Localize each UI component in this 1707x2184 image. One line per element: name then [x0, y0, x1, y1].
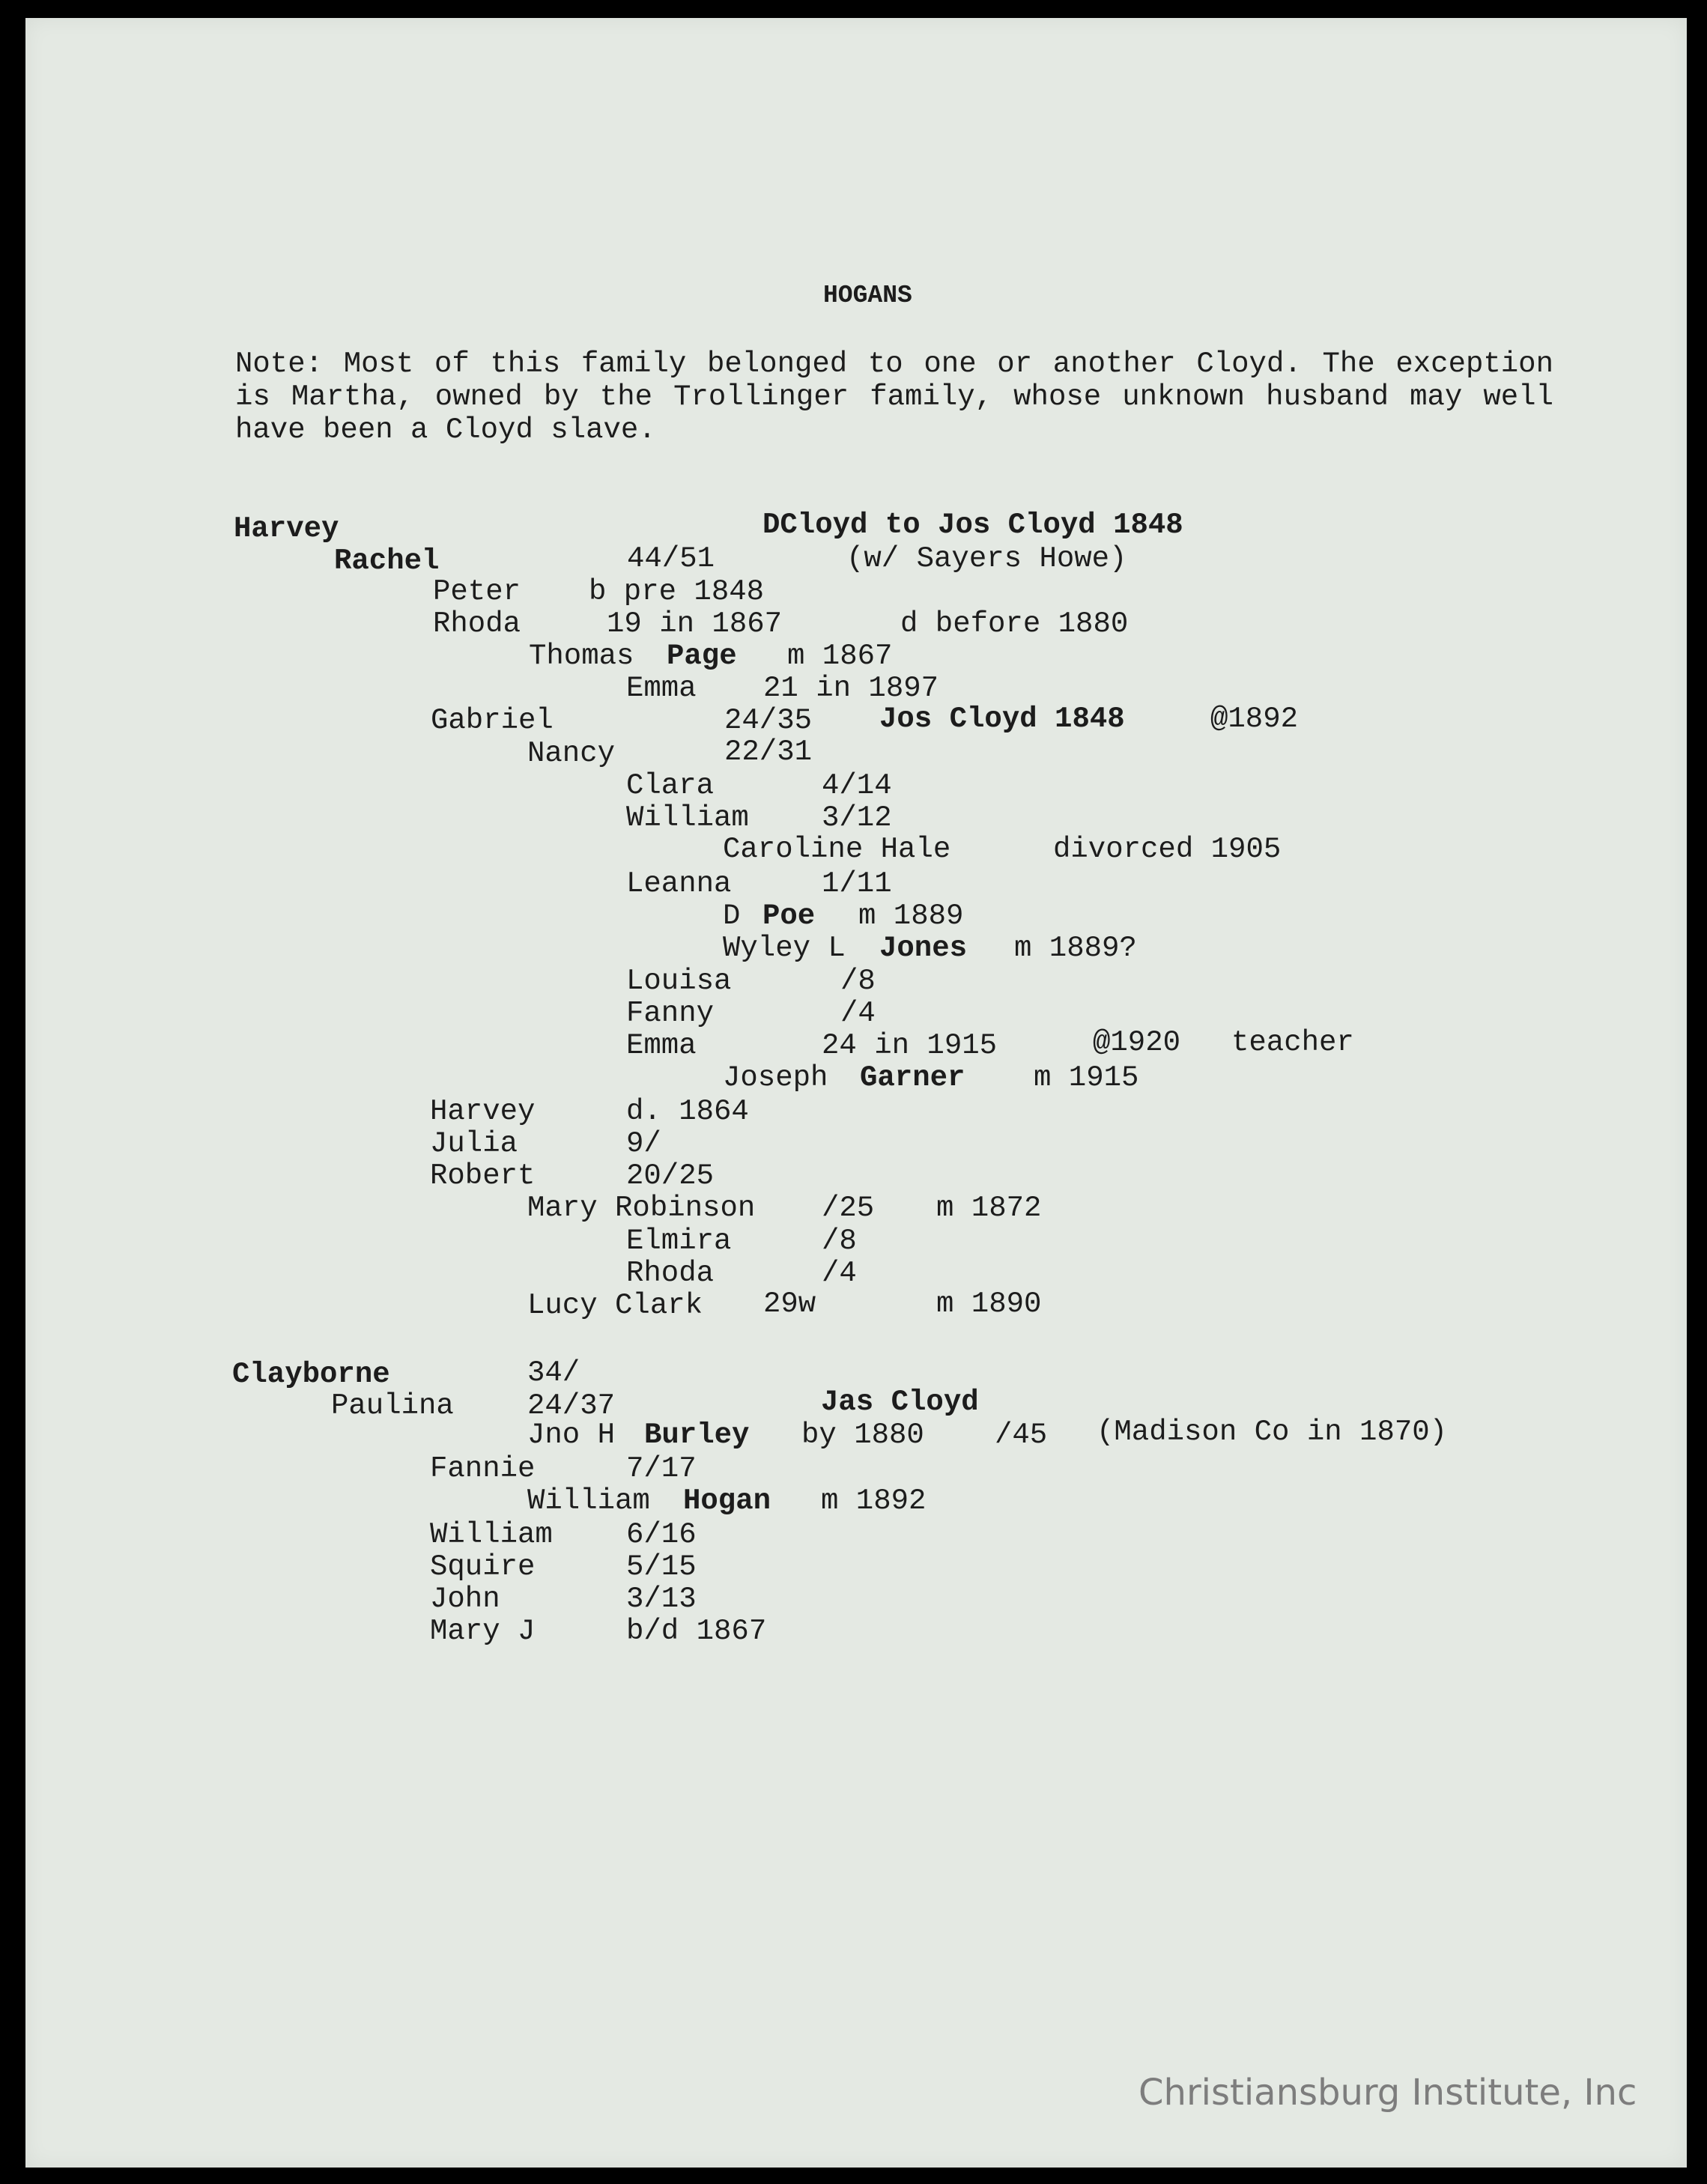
- document-title: HOGANS: [823, 282, 912, 309]
- entry-fannie-ages: 7/17: [626, 1452, 697, 1485]
- entry-gabriel-owner: Jos Cloyd 1848: [879, 703, 1125, 735]
- entry-burley-ages: /45: [995, 1419, 1048, 1452]
- entry-mary-robinson-name: Mary Robinson: [527, 1192, 756, 1225]
- entry-dpoe-marriage: m 1889: [858, 900, 964, 932]
- entry-caroline-info: divorced 1905: [1053, 833, 1282, 866]
- entry-william-hogan-marriage: m 1892: [821, 1484, 927, 1517]
- entry-william-hogan-first: William: [527, 1484, 650, 1517]
- watermark: Christiansburg Institute, Inc: [1138, 2072, 1637, 2114]
- entry-william-name: William: [626, 801, 749, 834]
- entry-fannie-name: Fannie: [430, 1452, 536, 1485]
- entry-elmira-name: Elmira: [626, 1225, 732, 1258]
- entry-leanna-ages: 1/11: [822, 867, 892, 900]
- entry-thomas-marriage: m 1867: [787, 640, 893, 673]
- entry-harvey-jr-name: Harvey: [430, 1095, 536, 1128]
- family-head-clayborne: Clayborne: [232, 1358, 390, 1391]
- entry-dpoe-first: D: [723, 900, 741, 932]
- entry-burley-info: by 1880: [801, 1419, 924, 1452]
- entry-john-name: John: [430, 1583, 500, 1616]
- entry-leanna-name: Leanna: [626, 867, 732, 900]
- entry-louisa-name: Louisa: [626, 965, 732, 998]
- entry-burley-note: (Madison Co in 1870): [1097, 1416, 1448, 1449]
- entry-gabriel-note: @1892: [1210, 703, 1299, 735]
- entry-emma-note: @1920: [1093, 1026, 1181, 1059]
- entry-rhoda-info: 19 in 1867: [607, 607, 783, 640]
- entry-mary-j-info: b/d 1867: [626, 1615, 767, 1648]
- entry-mary-j-name: Mary J: [430, 1615, 536, 1648]
- entry-rachel-ages: 44/51: [627, 542, 715, 575]
- entry-peter-info: b pre 1848: [589, 575, 765, 608]
- entry-mary-robinson-marriage: m 1872: [936, 1192, 1042, 1225]
- entry-william-ages: 3/12: [822, 801, 892, 834]
- entry-rachel-note: (w/ Sayers Howe): [846, 542, 1127, 575]
- entry-louisa-ages: /8: [840, 965, 876, 998]
- entry-clara-ages: 4/14: [822, 769, 892, 802]
- entry-william2-ages: 6/16: [626, 1518, 697, 1551]
- entry-lucy-clark-marriage: m 1890: [936, 1287, 1042, 1320]
- entry-rhoda-death: d before 1880: [900, 607, 1129, 640]
- entry-elmira-ages: /8: [822, 1225, 857, 1258]
- entry-peter-name: Peter: [433, 575, 521, 608]
- entry-julia-ages: 9/: [626, 1127, 661, 1160]
- family-head-clayborne-ages: 34/: [527, 1356, 580, 1389]
- entry-fanny-ages: /4: [840, 997, 876, 1030]
- entry-paulina-name: Paulina: [331, 1389, 454, 1422]
- entry-wyley-marriage: m 1889?: [1014, 932, 1137, 965]
- entry-rhoda-name: Rhoda: [433, 607, 521, 640]
- entry-clara-name: Clara: [626, 769, 715, 802]
- entry-wyley-surname: Jones: [879, 932, 968, 965]
- entry-thomas-surname: Page: [667, 640, 737, 673]
- entry-emma-page-info: 21 in 1897: [763, 672, 939, 705]
- entry-john-ages: 3/13: [626, 1583, 697, 1616]
- entry-william-hogan-surname: Hogan: [683, 1484, 771, 1517]
- entry-gabriel-ages: 24/35: [724, 704, 813, 737]
- entry-paulina-owner: Jas Cloyd: [821, 1386, 979, 1419]
- document-page: [25, 18, 1687, 2168]
- entry-william2-name: William: [430, 1518, 553, 1551]
- entry-lucy-clark-name: Lucy Clark: [527, 1289, 703, 1322]
- entry-burley-first: Jno H: [527, 1419, 616, 1452]
- entry-emma-occupation: teacher: [1231, 1026, 1354, 1059]
- entry-nancy-ages: 22/31: [724, 735, 813, 768]
- entry-joseph-first: Joseph: [723, 1061, 828, 1094]
- entry-emma-info: 24 in 1915: [822, 1029, 998, 1062]
- entry-robert-name: Robert: [430, 1159, 536, 1192]
- owner-harvey: DCloyd to Jos Cloyd 1848: [762, 509, 1183, 542]
- entry-nancy-name: Nancy: [527, 737, 616, 770]
- entry-caroline-name: Caroline Hale: [723, 833, 951, 866]
- entry-fanny-name: Fanny: [626, 997, 715, 1030]
- entry-dpoe-surname: Poe: [762, 900, 816, 932]
- entry-gabriel-name: Gabriel: [431, 704, 554, 737]
- entry-rhoda2-name: Rhoda: [626, 1257, 715, 1290]
- entry-emma-page-name: Emma: [626, 672, 697, 705]
- entry-lucy-clark-info: 29w: [763, 1287, 816, 1320]
- entry-julia-name: Julia: [430, 1127, 518, 1160]
- entry-mary-robinson-ages: /25: [822, 1192, 875, 1225]
- entry-joseph-surname: Garner: [860, 1061, 965, 1094]
- entry-paulina-ages: 24/37: [527, 1389, 616, 1422]
- family-note: Note: Most of this family belonged to one or another Cloyd. The exception is Martha, owned by the Trollinger family, whose unknown husband may well have been a Cloyd slave.: [235, 348, 1553, 446]
- entry-joseph-marriage: m 1915: [1034, 1061, 1139, 1094]
- entry-squire-ages: 5/15: [626, 1550, 697, 1583]
- entry-thomas-first: Thomas: [529, 640, 634, 673]
- entry-rachel-name: Rachel: [334, 545, 440, 577]
- entry-emma-name: Emma: [626, 1029, 697, 1062]
- entry-rhoda2-ages: /4: [822, 1257, 857, 1290]
- entry-wyley-first: Wyley L: [723, 932, 846, 965]
- entry-squire-name: Squire: [430, 1550, 536, 1583]
- family-head-harvey: Harvey: [234, 512, 339, 545]
- entry-burley-surname: Burley: [644, 1419, 750, 1452]
- entry-robert-ages: 20/25: [626, 1159, 715, 1192]
- entry-harvey-jr-info: d. 1864: [626, 1095, 749, 1128]
